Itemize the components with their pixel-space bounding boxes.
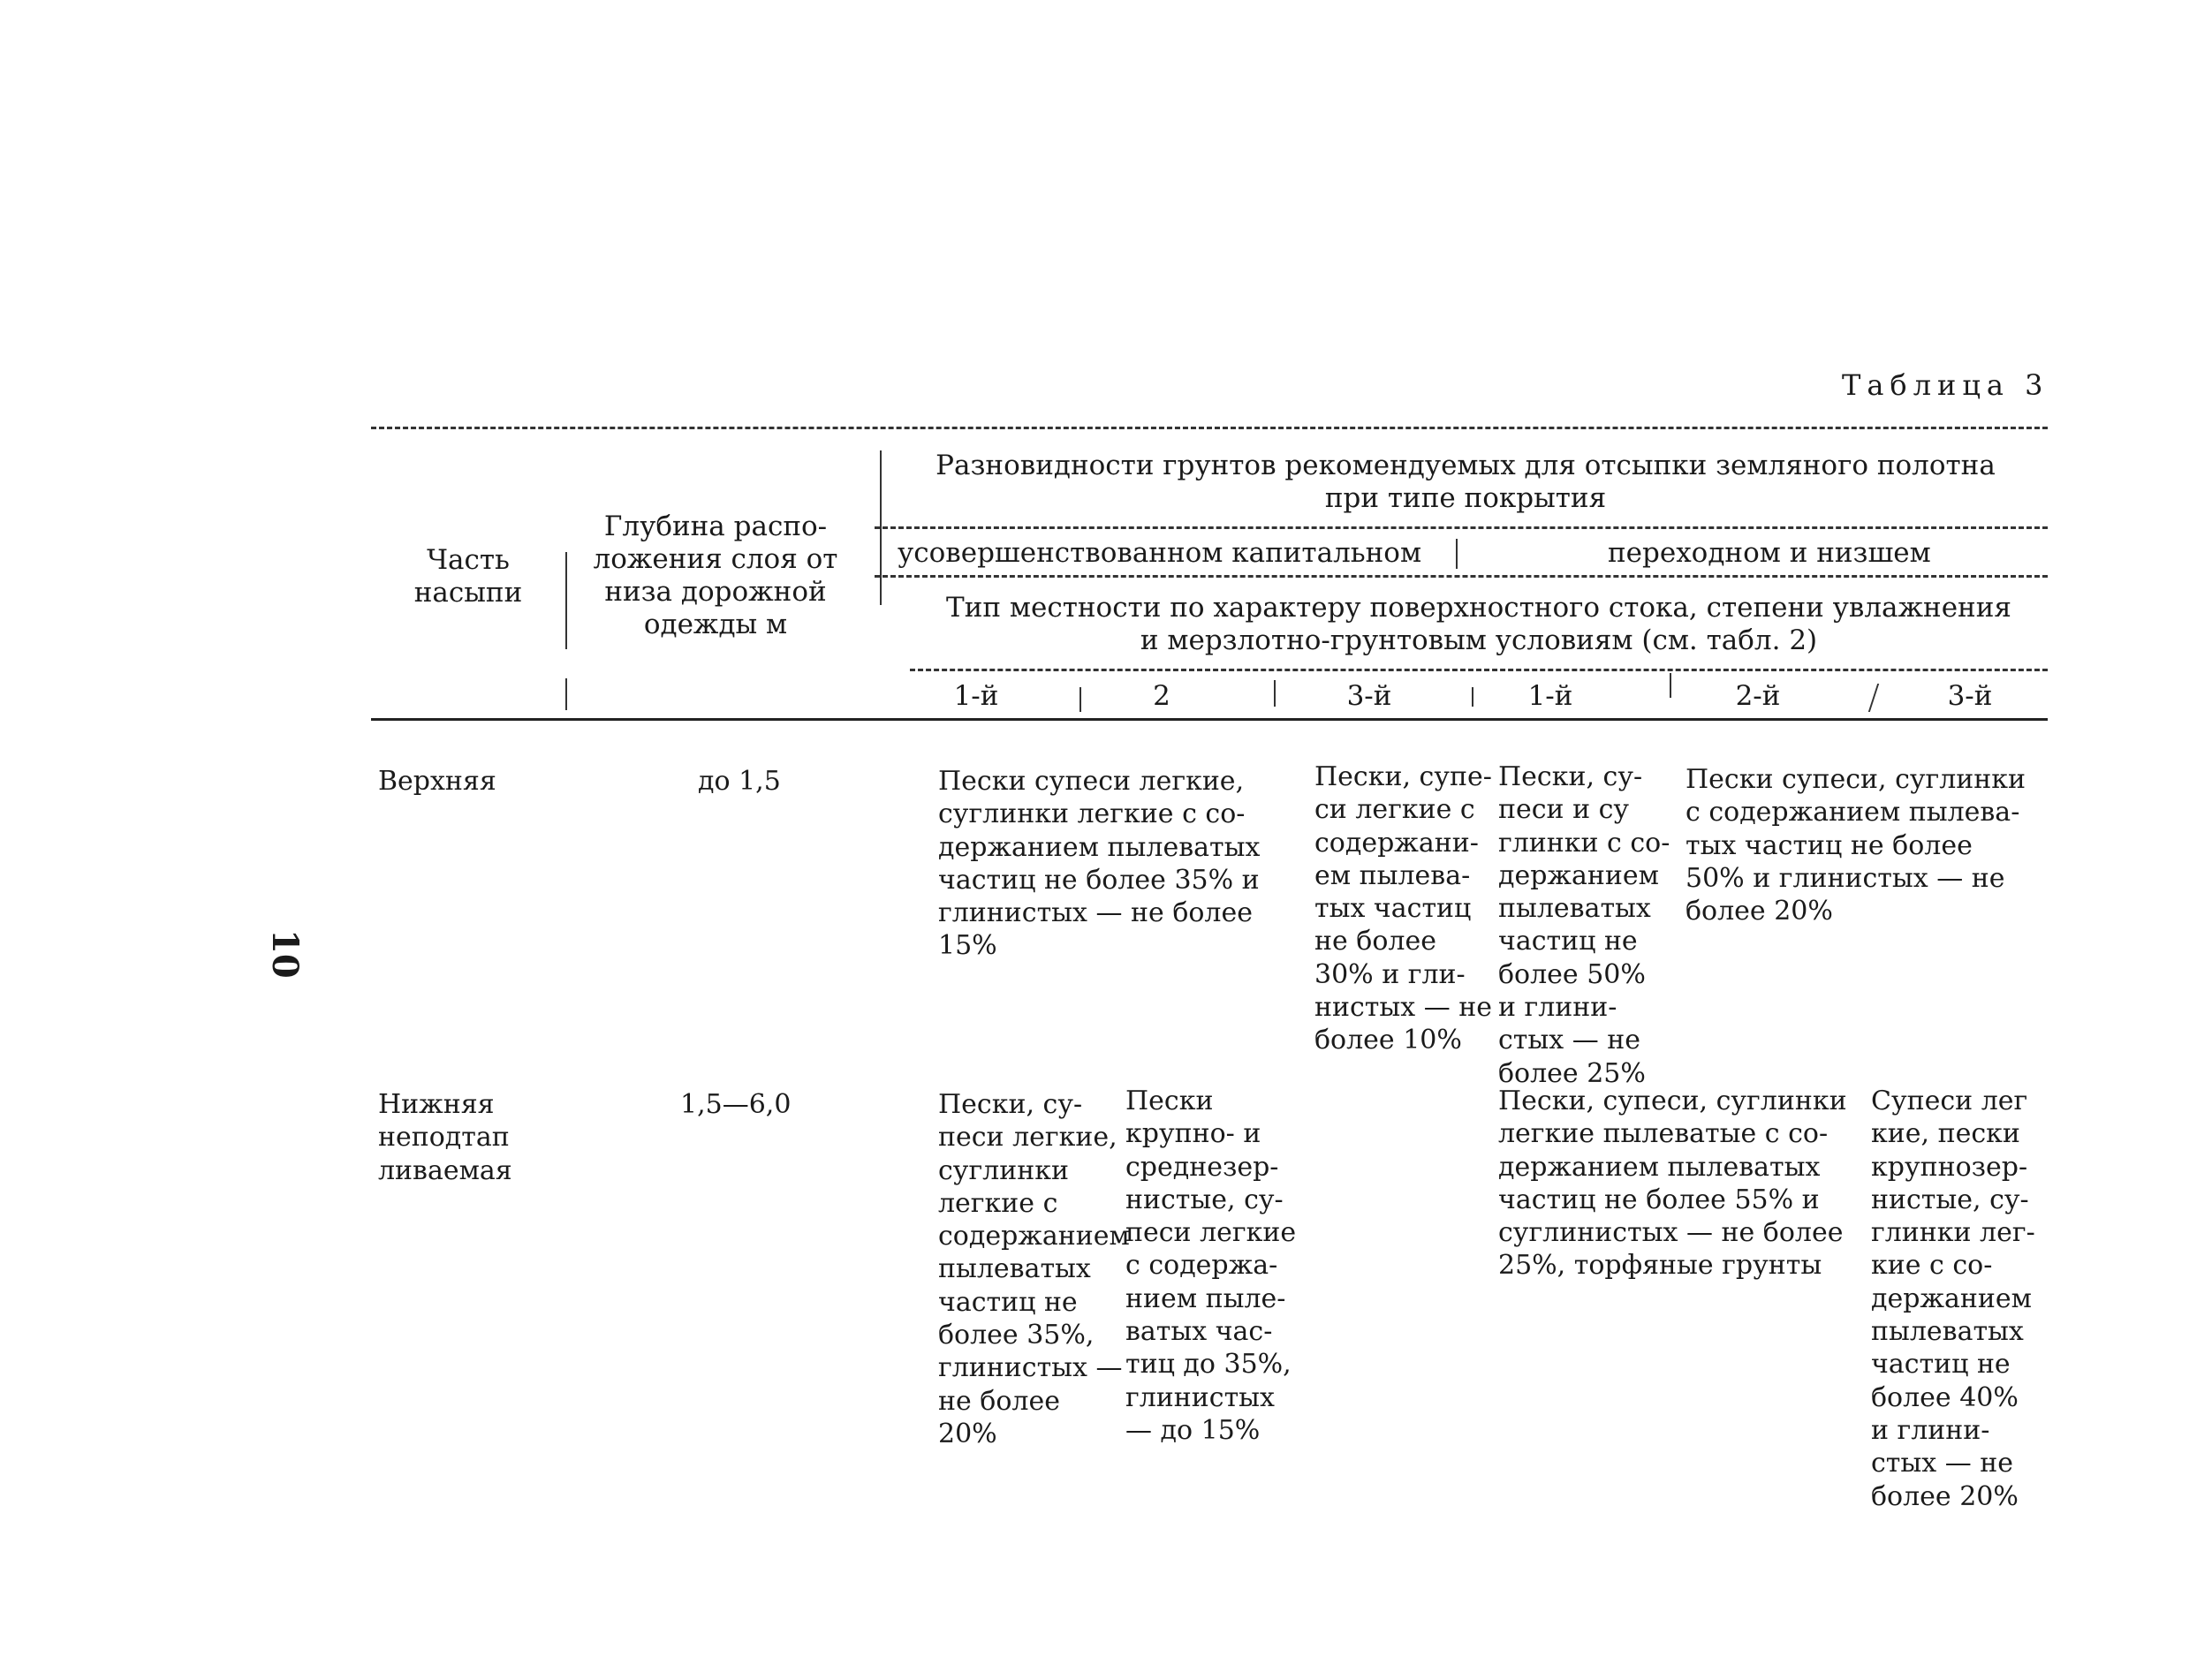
col-sep-type-1-2b bbox=[1670, 673, 1671, 698]
row2-cell-type-1: Пески, су- песи легкие, суглинки легкие с содержанием пылеватых частиц не более 35%, глинистых — не более 20% bbox=[938, 1089, 1130, 1449]
row2-cell-types-1b-2b: Пески, супеси, суглинки легкие пылеватые с со- держанием пылеватых частиц не более 55% и суглинистых — не более 25%, торфяные грунты bbox=[1498, 1086, 1847, 1282]
type-label: 2-й bbox=[1735, 680, 1781, 712]
col-sep-type-2-3 bbox=[1274, 680, 1276, 707]
col-sep-part-depth bbox=[565, 552, 567, 649]
row2-cell-type-2: Пески крупно- и среднезер- нистые, су- песи легкие с содержа- нием пыле- ватых час- тиц до 35%, глинистых — до 15% bbox=[1125, 1086, 1297, 1446]
row1-cell-type-3: Пески, супе- си легкие с содержани- ем пылева- тых частиц не более 30% и гли- нистых — не более 10% bbox=[1314, 761, 1493, 1056]
header-depth: Глубина распо- ложения слоя от низа дорожной одежды м bbox=[593, 511, 838, 640]
type-label: 3-й bbox=[1346, 680, 1392, 712]
type-label: 1-й bbox=[953, 680, 999, 712]
row1-cell-type-1b: Пески, су- песи и су глинки с со- держанием пылеватых частиц не более 50% и глини- стых — не более 25% bbox=[1498, 761, 1670, 1089]
terrain-bottom-rule bbox=[910, 669, 2048, 671]
row1-part: Верхняя bbox=[378, 766, 496, 797]
row1-cell-types-1-2: Пески супеси легкие, суглинки легкие с со- держанием пылеватых частиц не более 35% и глинистых — не более 15% bbox=[938, 766, 1261, 962]
header-group-title: Разновидности грунтов рекомендуемых для отсыпки земляного полотна при типе покрытия bbox=[936, 450, 1996, 514]
type-label: 1-й bbox=[1527, 680, 1573, 712]
row2-part: Нижняя неподтап ливаемая bbox=[378, 1089, 512, 1186]
type-label: 3-й bbox=[1947, 680, 1993, 712]
header-subgroup-2: переходном и низшем bbox=[1608, 537, 1931, 569]
col-sep-subgroups bbox=[1456, 539, 1458, 569]
col-sep-type-2-3b bbox=[1868, 684, 1879, 712]
subgroup-rule bbox=[875, 526, 2048, 529]
subgroup-bottom-rule bbox=[875, 575, 2048, 578]
header-bottom-rule bbox=[371, 718, 2048, 721]
header-part: Часть насыпи bbox=[413, 544, 523, 609]
col-sep-type-3-1 bbox=[1472, 687, 1473, 707]
row1-cell-types-2b-3b: Пески супеси, суглинки с содержанием пылева- тых частиц не более 50% и глинистых — не более 20% bbox=[1686, 764, 2026, 927]
top-rule bbox=[371, 427, 2048, 429]
header-terrain-title: Тип местности по характеру поверхностного стока, степени увлажнения и мерзлотно-грунтовым условиям (см. табл. 2) bbox=[946, 592, 2011, 656]
col-sep-part-depth-low bbox=[565, 678, 567, 710]
type-label: 2 bbox=[1153, 680, 1170, 712]
col-sep-type-1-2 bbox=[1079, 687, 1081, 712]
col-sep-depth-group bbox=[880, 450, 882, 605]
header-subgroup-1: усовершенствованном капитальном bbox=[898, 537, 1422, 569]
row2-cell-type-3b: Супеси лег кие, пески крупнозер- нистые, су- глинки лег- кие с со- держанием пылеватых частиц не более 40% и глини- стых — не более 20% bbox=[1871, 1086, 2035, 1512]
row1-depth: до 1,5 bbox=[698, 766, 781, 797]
table-title: Таблица 3 bbox=[1842, 368, 2049, 402]
page-number: 10 bbox=[264, 929, 306, 979]
row2-depth: 1,5—6,0 bbox=[680, 1089, 792, 1120]
